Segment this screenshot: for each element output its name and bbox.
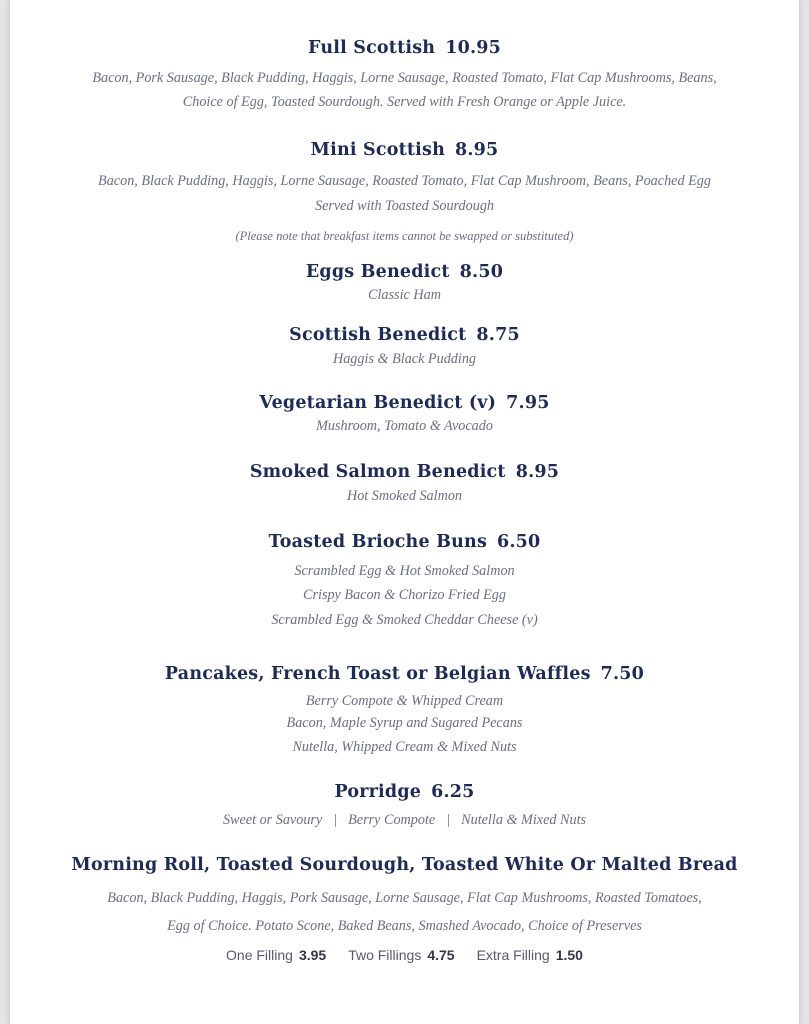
item-price: 7.95: [506, 393, 550, 413]
option-separator: |: [333, 812, 338, 828]
filling-label: Extra Filling: [476, 947, 550, 963]
item-description-line: Haggis & Black Pudding: [332, 351, 477, 367]
item-description-line: Crispy Bacon & Chorizo Fried Egg: [303, 587, 506, 603]
item-title-brioche-buns: Toasted Brioche Buns 6.50: [268, 532, 541, 552]
item-title-vegetarian-benedict: Vegetarian Benedict (v) 7.95: [259, 393, 550, 413]
item-title-full-scottish: Full Scottish 10.95: [308, 38, 501, 58]
item-price: 8.95: [515, 462, 560, 482]
item-title-smoked-salmon-benedict: Smoked Salmon Benedict 8.95: [249, 462, 560, 482]
item-description-line: Egg of Choice. Potato Scone, Baked Beans, Smashed Avocado, Choice of Preserves: [167, 918, 642, 934]
item-price: 6.50: [497, 532, 541, 552]
item-description-line: Hot Smoked Salmon: [346, 488, 463, 504]
item-description-line: Classic Ham: [368, 287, 441, 303]
item-description-line: Nutella, Whipped Cream & Mixed Nuts: [292, 739, 517, 755]
item-title-porridge: Porridge 6.25: [334, 782, 475, 802]
item-description-line: Bacon, Black Pudding, Haggis, Pork Sausage, Lorne Sausage, Flat Cap Mushrooms, Roasted Tomatoes,: [107, 890, 702, 906]
item-title-scottish-benedict: Scottish Benedict 8.75: [289, 325, 520, 345]
item-description-line: Scrambled Egg & Smoked Cheddar Cheese (v): [271, 612, 538, 628]
item-price: 6.25: [431, 782, 475, 802]
option-separator: |: [446, 812, 451, 828]
item-description-line: Scrambled Egg & Hot Smoked Salmon: [294, 563, 515, 579]
porridge-option: Berry Compote: [348, 812, 436, 828]
filling-price: 3.95: [298, 947, 327, 963]
item-description-line: Bacon, Black Pudding, Haggis, Lorne Sausage, Roasted Tomato, Flat Cap Mushroom, Beans, Poached Egg: [98, 173, 711, 189]
item-description-line: Mushroom, Tomato & Avocado: [316, 418, 493, 434]
filling-price: 1.50: [555, 947, 583, 963]
item-description-line: Served with Toasted Sourdough: [314, 198, 495, 214]
item-description-line: Bacon, Maple Syrup and Sugared Pecans: [286, 715, 523, 731]
item-title-pancakes: Pancakes, French Toast or Belgian Waffles 7.50: [164, 664, 645, 684]
item-price: 8.95: [455, 140, 499, 160]
item-title-morning-roll: Morning Roll, Toasted Sourdough, Toasted White Or Malted Bread: [71, 855, 738, 875]
item-price: 8.75: [476, 325, 520, 345]
item-price: 10.95: [445, 38, 501, 58]
menu-page: [10, 0, 799, 1024]
porridge-options: [10, 812, 799, 829]
porridge-option: Nutella & Mixed Nuts: [461, 812, 587, 828]
filling-label: One Filling: [226, 947, 293, 963]
filling-prices: [10, 945, 799, 964]
item-price: 7.50: [600, 664, 645, 684]
item-title-eggs-benedict: Eggs Benedict 8.50: [305, 262, 504, 282]
item-description-line: Choice of Egg, Toasted Sourdough. Served with Fresh Orange or Apple Juice.: [182, 94, 627, 110]
item-price: 8.50: [459, 262, 504, 282]
substitution-note: (Please note that breakfast items cannot be swapped or substituted): [235, 229, 574, 243]
filling-price: 4.75: [427, 947, 455, 963]
item-description-line: Bacon, Pork Sausage, Black Pudding, Haggis, Lorne Sausage, Roasted Tomato, Flat Cap Mushrooms, Beans,: [92, 70, 717, 86]
item-description-line: Berry Compote & Whipped Cream: [305, 693, 504, 709]
porridge-option: Sweet or Savoury: [222, 812, 323, 828]
item-title-mini-scottish: Mini Scottish 8.95: [310, 140, 499, 160]
filling-label: Two Fillings: [348, 947, 422, 963]
